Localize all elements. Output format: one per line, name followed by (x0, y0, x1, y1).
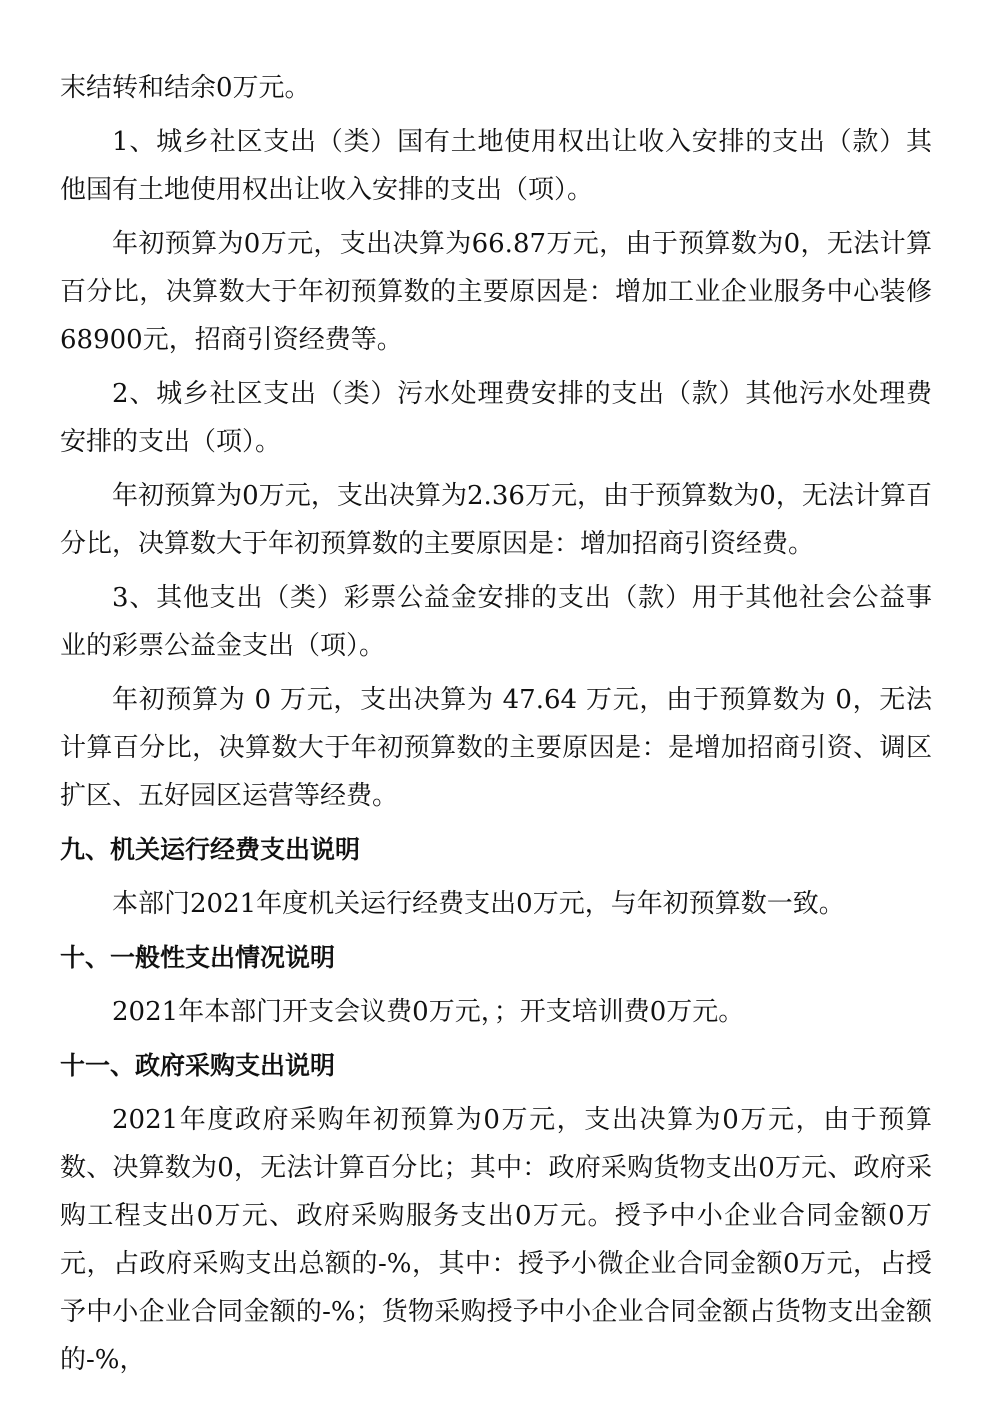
paragraph-item-1-title: 1、城乡社区支出（类）国有土地使用权出让收入安排的支出（款）其他国有土地使用权出让收入安排的支出（项）。 (60, 127, 932, 205)
paragraph-item-3-title: 3、其他支出（类）彩票公益金安排的支出（款）用于其他社会公益事业的彩票公益金支出（项）。 (60, 583, 932, 661)
paragraph-item-2-detail: 年初预算为0万元，支出决算为2.36万元，由于预算数为0，无法计算百分比，决算数大于年初预算数的主要原因是：增加招商引资经费。 (60, 481, 932, 559)
paragraph-item-1-detail: 年初预算为0万元，支出决算为66.87万元，由于预算数为0，无法计算百分比，决算数大于年初预算数的主要原因是：增加工业企业服务中心装修68900元，招商引资经费等。 (60, 229, 932, 355)
section-10-heading: 十、一般性支出情况说明 (60, 943, 336, 972)
section-11-body: 2021年度政府采购年初预算为0万元，支出决算为0万元，由于预算数、决算数为0，无法计算百分比；其中：政府采购货物支出0万元、政府采购工程支出0万元、政府采购服务支出0万元。授予中小企业合同金额0万元，占政府采购支出总额的-%，其中：授予小微企业合同金额0万元，占授予中小企业合同金额的-%；货物采购授予中小企业合同金额占货物支出金额的-%， (60, 1105, 932, 1375)
section-11-heading: 十一、政府采购支出说明 (60, 1051, 336, 1080)
paragraph-item-2-title: 2、城乡社区支出（类）污水处理费安排的支出（款）其他污水处理费安排的支出（项）。 (60, 379, 932, 457)
section-10-body: 2021年本部门开支会议费0万元，；开支培训费0万元。 (112, 997, 745, 1027)
paragraph-carryover: 末结转和结余0万元。 (60, 73, 311, 103)
section-9-heading: 九、机关运行经费支出说明 (60, 835, 361, 864)
section-9-body: 本部门2021年度机关运行经费支出0万元，与年初预算数一致。 (112, 889, 845, 919)
paragraph-item-3-detail: 年初预算为 0 万元，支出决算为 47.64 万元，由于预算数为 0，无法计算百分比，决算数大于年初预算数的主要原因是：是增加招商引资、调区扩区、五好园区运营等经费。 (60, 685, 932, 811)
